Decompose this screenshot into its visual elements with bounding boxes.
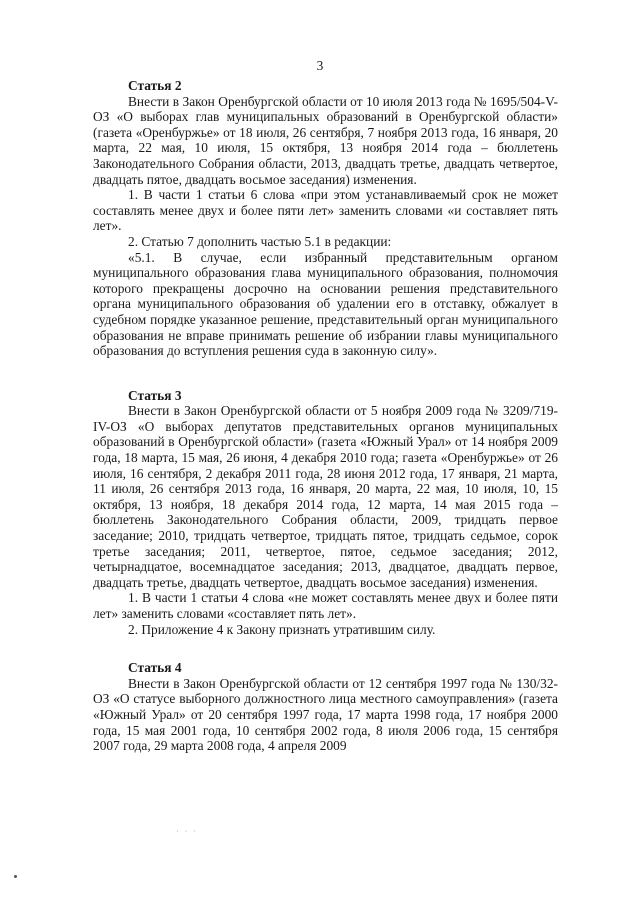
article-2 xyxy=(93,78,558,359)
article-paragraph: Внести в Закон Оренбургской области от 12 сентября 1997 года № 130/32-ОЗ «О статусе выборного должностного лица местного самоуправления» (газета «Южный Урал» от 20 сентября 1997 года, 17 марта 1998 года, 17 ноября 2000 года, 15 мая 2001 года, 10 сентября 2002 года, 8 июля 2006 года, 15 сентября 2007 года, 29 марта 2008 года, 4 апреля 2009 xyxy=(93,675,558,754)
article-paragraph: 2. Приложение 4 к Закону признать утратившим силу. xyxy=(128,621,436,637)
article-heading: Статья 3 xyxy=(128,387,182,403)
article-paragraph: 1. В части 1 статьи 4 слова «не может составлять менее двух и более пяти лет» заменить словами «составляет пять лет». xyxy=(93,590,558,621)
page-number: 3 xyxy=(316,58,324,73)
article-paragraph: Внести в Закон Оренбургской области от 5 ноября 2009 года № 3209/719-IV-ОЗ «О выборах депутатов представительных органов муниципальных образований в Оренбургской области» (газета «Южный Урал» от 14 ноября 2009 года, 18 марта, 15 мая, 26 июня, 4 декабря 2010 года; газета «Оренбуржье» от 26 июля, 16 сентября, 2 декабря 2011 года, 28 июня 2012 года, 17 января, 21 марта, 11 июля, 26 сентября 2013 года, 16 января, 20 марта, 22 мая, 10 июля, 10, 15 октября, 13 ноября, 18 декабря 2014 года, 12 марта, 14 мая 2015 года – бюллетень Законодательного Собрания области, 2009, тридцать первое заседание; 2010, тридцать четвертое, тридцать пятое, тридцать седьмое, сорок третье заседания; 2011, четвертое, пятое, седьмое заседания; 2012, четырнадцатое, восемнадцатое заседания; 2013, двадцатое, двадцать первое, двадцать третье, двадцать четвертое, двадцать восьмое заседания) изменения. xyxy=(93,403,558,590)
quoted-amendment: «5.1. В случае, если избранный представительным органом муниципального образования глава муниципального образования, полномочия которого прекращены досрочно на основании решения представительного органа муниципального образования об удалении его в отставку, обжалует в судебном порядке указанное решение, представительный орган муниципального образования не вправе принимать решение об избрании главы муниципального образования до вступления решения суда в законную силу». xyxy=(93,249,558,359)
article-3 xyxy=(93,388,558,638)
article-4 xyxy=(93,660,558,754)
article-paragraph: Внести в Закон Оренбургской области от 10 июля 2013 года № 1695/504-V-ОЗ «О выборах глав муниципальных образований в Оренбургской области» (газета «Оренбуржье» от 18 июля, 26 сентября, 7 ноября 2013 года, 16 января, 20 марта, 22 мая, 10 июля, 15 октября, 13 ноября 2014 года – бюллетень Законодательного Собрания области, 2013, двадцать третье, двадцать четвертое, двадцать пятое, двадцать восьмое заседания) изменения. xyxy=(93,93,558,187)
document-body xyxy=(93,78,558,754)
article-paragraph: 2. Статью 7 дополнить частью 5.1 в редакции: xyxy=(128,233,392,249)
article-heading: Статья 2 xyxy=(128,78,182,93)
scan-artifact-dot xyxy=(14,875,17,878)
scan-artifact: · · · xyxy=(176,827,198,836)
article-paragraph: 1. В части 1 статьи 6 слова «при этом устанавливаемый срок не может составлять менее двух и более пяти лет» заменить словами «и составляет пять лет». xyxy=(93,187,558,234)
article-heading: Статья 4 xyxy=(128,660,182,676)
